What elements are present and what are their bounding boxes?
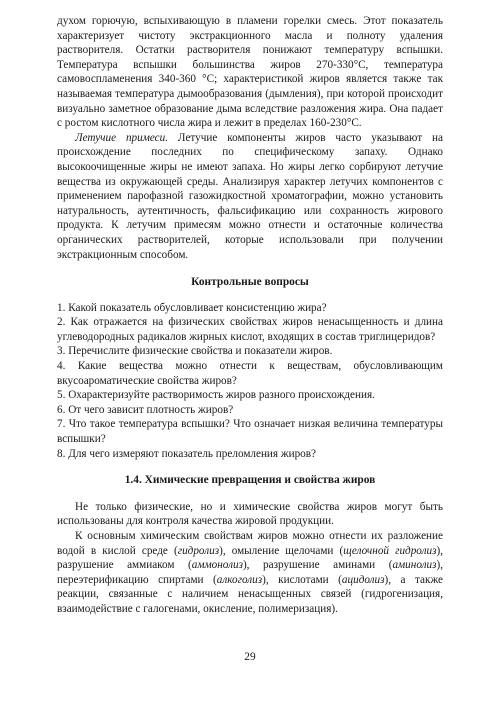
term-alcoholysis: алкоголиз — [216, 573, 263, 586]
question-item: 4. Какие вещества можно отнести к веществам, обусловливающим вкусоароматические свойства жиров? — [57, 360, 443, 387]
question-item: 7. Что такое температура вспышки? Что означает низкая величина температуры вспышки? — [57, 418, 443, 446]
questions-heading: Контрольные вопросы — [191, 276, 309, 289]
question-item: 8. Для чего измеряют показатель преломления жиров? — [57, 447, 317, 460]
questions-list — [57, 301, 443, 462]
text-segment: ), переэтерификацию спиртами ( — [57, 559, 444, 586]
term-volatile-impurities: Летучие примеси. — [75, 131, 169, 144]
text-segment: К основным химическим свойствам жиров можно отнести их разложение водой в кислой среде ( — [57, 530, 443, 557]
question-item: 1. Какой показатель обусловливает консистенцию жира? — [57, 301, 327, 314]
term-hydrolysis: гидролиз — [177, 544, 220, 557]
question-item: 6. От чего зависит плотность жиров? — [57, 403, 234, 416]
term-alkaline-hydrolysis: щелочной гидролиз — [343, 544, 437, 557]
paragraph-chemical-properties — [57, 529, 443, 617]
text-segment: ), разрушение аминами ( — [242, 559, 393, 572]
text-segment: ), омыление щелочами ( — [219, 544, 344, 557]
question-item: 5. Охарактеризуйте растворимость жиров разного происхождения. — [57, 389, 375, 402]
term-aminolysis: аминолиз — [392, 559, 437, 572]
question-item: 3. Перечислите физические свойства и показатели жиров. — [57, 345, 333, 358]
text-segment: ), а также реакции, связанные с наличием ненасыщенных связей (гидрогенизация, взаимодействие с галогенами, окисление, полимеризация). — [57, 573, 443, 615]
text-segment: ), кислотами ( — [262, 573, 342, 586]
section-heading: 1.4. Химические превращения и свойства жиров — [124, 474, 376, 487]
paragraph-volatile-text: Летучие компоненты жиров часто указывают на происхождение последних по специфическому запаху. Однако высокоочищенные жиры не имеют запаха. Но жиры легко сорбируют летучие вещества из окружающей среды. Анализируя характер летучих компонентов с применением парофазной газожидкостной хроматографии, можно установить натуральность, аутентичность, фальсификацию или сохранность жирового продукта. К летучим примесям можно отнести и остаточные количества органических растворителей, которые использовали при получении экстракционным способом. — [57, 131, 443, 261]
paragraph-chemical-intro: Не только физические, но и химические свойства жиров могут быть использованы для контроля качества жировой продукции. — [57, 500, 443, 528]
term-acidolysis: ацидолиз — [341, 573, 385, 586]
text-segment: ), разрушение аммиаком ( — [57, 544, 443, 572]
term-ammonolysis: аммонолиз — [191, 559, 243, 572]
paragraph-volatile-impurities — [57, 131, 443, 262]
question-item: 2. Как отражается на физических свойствах жиров ненасыщенность и длина углеводородных радикалов жирных кислот, входящих в состав триглицеридов? — [57, 316, 443, 343]
page-number: 29 — [244, 651, 256, 663]
paragraph-flash-point: духом горючую, вспыхивающую в пламени горелки смесь. Этот показатель характеризует чистоту экстракционного масла и полноту удаления растворителя. Остатки растворителя понижают температуру вспышки. Температура вспышки большинства жиров 270-330°С, температура самовоспламенения 340-360 °С; характеристикой жиров является также так называемая температура дымообразования (дымления), при которой происходит визуально заметное образование дыма вследствие разложения жира. Она падает с ростом кислотного числа жира и лежит в пределах 160-230°С. — [57, 15, 443, 130]
